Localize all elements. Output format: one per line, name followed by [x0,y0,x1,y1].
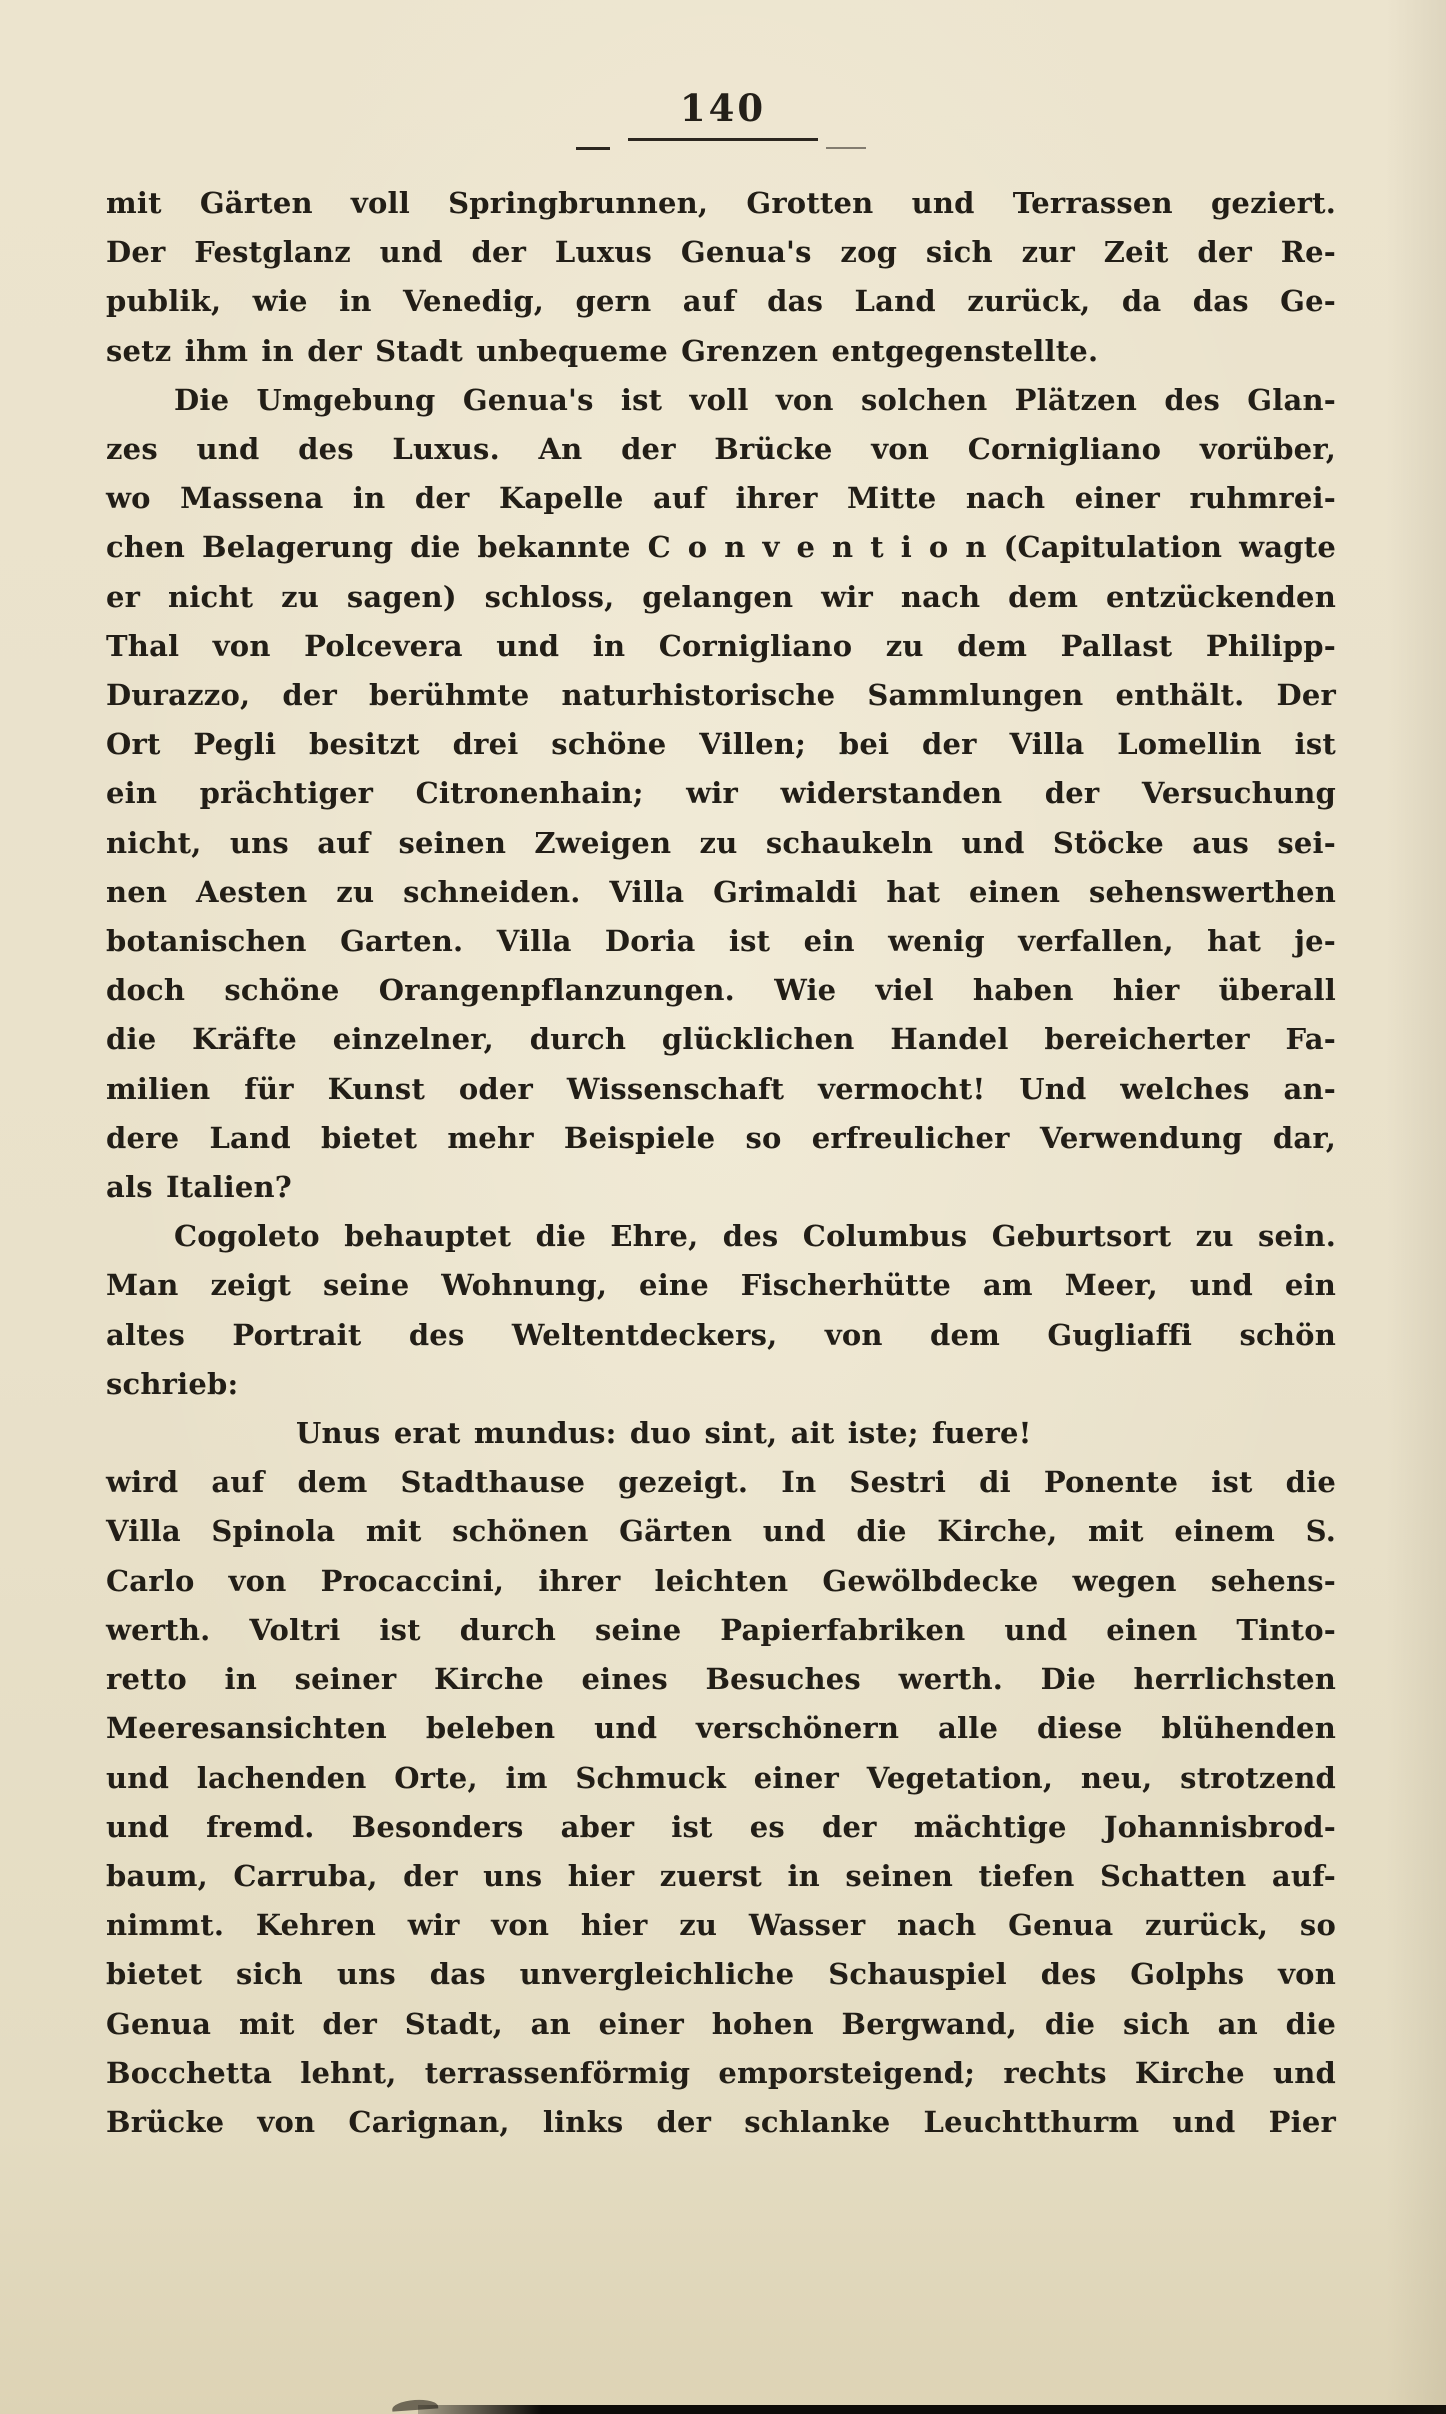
text-line: Thal von Polcevera und in Cornigliano zu dem Pallast Philipp- [106,628,1336,663]
text-line: milien für Kunst oder Wissenschaft vermocht! Und welches an- [106,1071,1336,1106]
text-line: chen Belagerung die bekannte C o n v e n t i o n (Capitulation wagte [106,530,1336,565]
text-line: schrieb: [106,1366,239,1401]
text-line: werth. Voltri ist durch seine Papierfabriken und einen Tinto- [106,1612,1336,1647]
text-line: er nicht zu sagen) schloss, gelangen wir nach dem entzückenden [106,579,1336,614]
text-line: zes und des Luxus. An der Brücke von Cornigliano vorüber, [106,432,1336,467]
text-line: Die Umgebung Genua's ist voll von solchen Plätzen des Glan- [174,382,1336,417]
text-line: Der Festglanz und der Luxus Genua's zog sich zur Zeit der Re- [106,235,1336,270]
text-line: Cogoleto behauptet die Ehre, des Columbus Geburtsort zu sein. [174,1219,1336,1254]
text-line: und lachenden Orte, im Schmuck einer Vegetation, neu, strotzend [106,1760,1336,1795]
text-line: als Italien? [106,1170,292,1205]
scan-edge-shadow [418,2405,1446,2414]
text-line: doch schöne Orangenpflanzungen. Wie viel haben hier überall [106,973,1336,1008]
text-line: dere Land bietet mehr Beispiele so erfreulicher Verwendung dar, [106,1120,1336,1155]
text-line: baum, Carruba, der uns hier zuerst in seinen tiefen Schatten auf- [106,1858,1336,1893]
text-line: setz ihm in der Stadt unbequeme Grenzen entgegenstellte. [106,333,1099,368]
text-line: Genua mit der Stadt, an einer hohen Bergwand, die sich an die [106,2006,1336,2041]
text-line: Bocchetta lehnt, terrassenförmig emporsteigend; rechts Kirche und [106,2055,1336,2090]
text-line: die Kräfte einzelner, durch glücklichen Handel bereicherter Fa- [106,1022,1336,1057]
text-line: bietet sich uns das unvergleichliche Schauspiel des Golphs von [106,1957,1336,1992]
text-line: Villa Spinola mit schönen Gärten und die Kirche, mit einem S. [106,1514,1336,1549]
text-line: wird auf dem Stadthause gezeigt. In Sestri di Ponente ist die [106,1465,1336,1500]
text-line: altes Portrait des Weltentdeckers, von dem Gugliaffi schön [106,1317,1336,1352]
text-line: nimmt. Kehren wir von hier zu Wasser nach Genua zurück, so [106,1908,1336,1943]
text-line: Brücke von Carignan, links der schlanke Leuchtthurm und Pier [106,2104,1336,2139]
page-number: 140 [679,86,767,130]
text-line: Carlo von Procaccini, ihrer leichten Gewölbdecke wegen sehens- [106,1563,1336,1598]
text-line: Unus erat mundus: duo sint, ait iste; fuere! [296,1416,1032,1451]
text-line: nen Aesten zu schneiden. Villa Grimaldi hat einen sehenswerthen [106,874,1336,909]
text-line: Durazzo, der berühmte naturhistorische Sammlungen enthält. Der [106,678,1336,713]
header-rule [628,138,818,141]
text-line: botanischen Garten. Villa Doria ist ein wenig verfallen, hat je- [106,924,1336,959]
text-line: publik, wie in Venedig, gern auf das Land zurück, da das Ge- [106,284,1336,319]
text-line: wo Massena in der Kapelle auf ihrer Mitte nach einer ruhmrei- [106,481,1336,516]
text-line: Ort Pegli besitzt drei schöne Villen; bei der Villa Lomellin ist [106,727,1336,762]
text-block [106,179,1336,2147]
text-line: mit Gärten voll Springbrunnen, Grotten und Terrassen geziert. [106,186,1336,220]
text-line: nicht, uns auf seinen Zweigen zu schaukeln und Stöcke aus sei- [106,825,1336,860]
text-line: Man zeigt seine Wohnung, eine Fischerhütte am Meer, und ein [106,1268,1336,1303]
text-line: ein prächtiger Citronenhain; wir widerstanden der Versuchung [106,776,1336,811]
text-line: und fremd. Besonders aber ist es der mächtige Johannisbrod- [106,1809,1336,1844]
text-line: retto in seiner Kirche eines Besuches werth. Die herrlichsten [106,1662,1336,1697]
text-line: Meeresansichten beleben und verschönern alle diese blühenden [106,1711,1336,1746]
